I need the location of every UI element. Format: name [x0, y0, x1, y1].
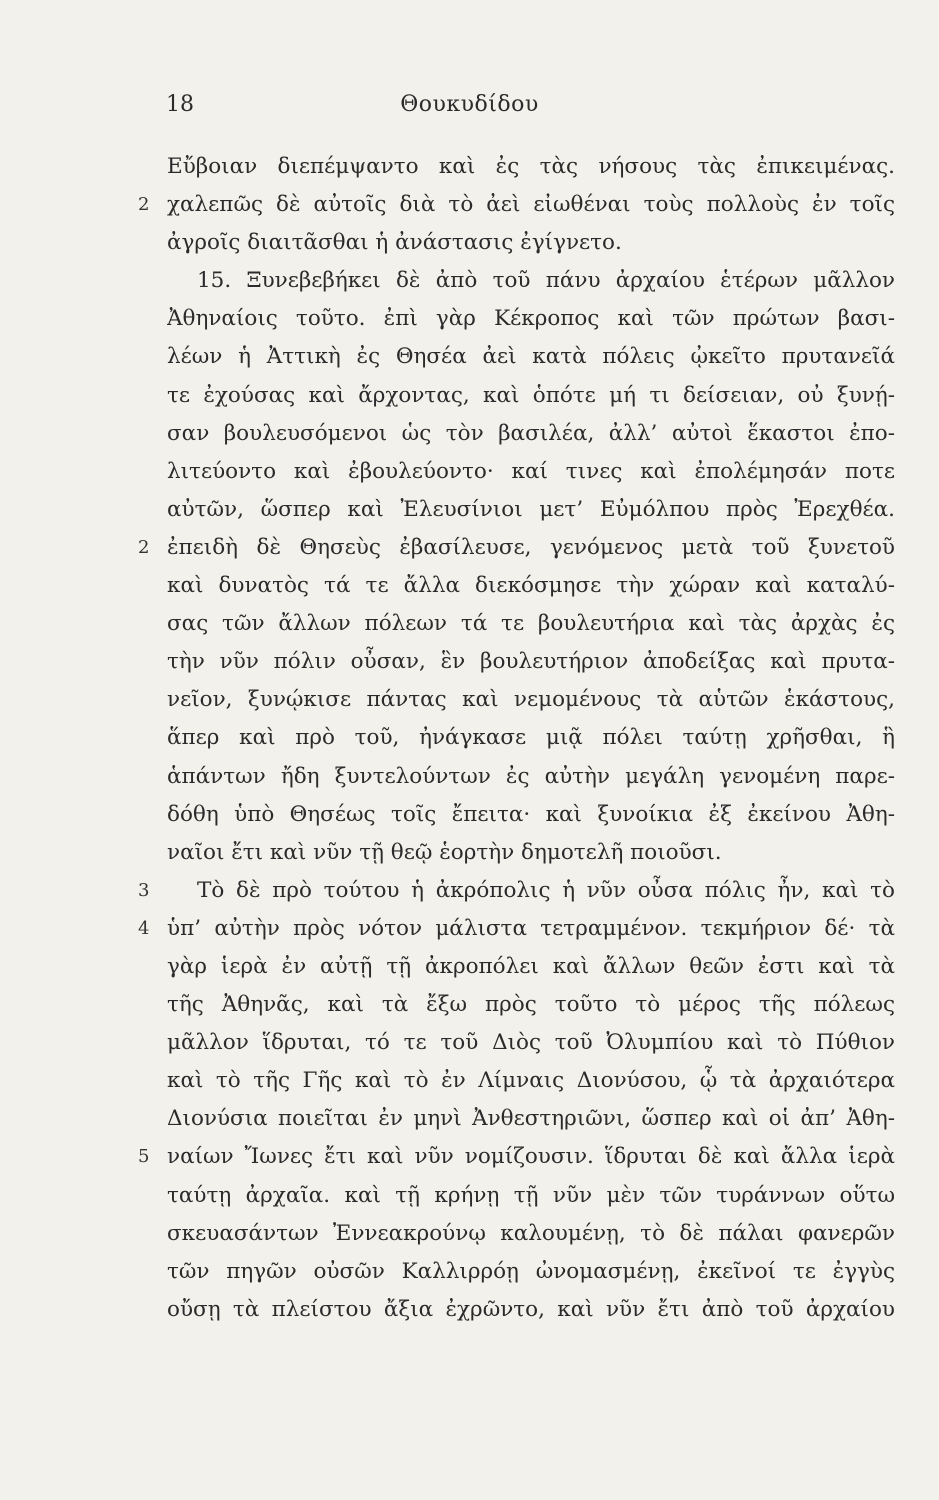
text-line: [0, 300, 939, 338]
section-number: 4: [138, 917, 150, 939]
text-line: [0, 1215, 939, 1253]
section-number: 2: [138, 536, 150, 558]
line-text: σας τῶν ἄλλων πόλεων τά τε βουλευτήρια καὶ τὰς ἀρχὰς ἐς: [167, 611, 895, 637]
line-text: λιτεύοντο καὶ ἐβουλεύοντο· καί τινες καὶ ἐπολέμησάν ποτε: [167, 458, 895, 484]
line-text: τῶν πηγῶν οὐσῶν Καλλιρρόῃ ὠνομασμένῃ, ἐκεῖνοί τε ἐγγὺς: [167, 1258, 895, 1284]
section-number: 2: [138, 194, 150, 216]
line-text: νεῖον, ξυνῴκισε πάντας καὶ νεμομένους τὰ αὑτῶν ἑκάστους,: [167, 687, 895, 713]
text-line: [0, 643, 939, 681]
text-line: [0, 1138, 939, 1176]
text-line: [0, 377, 939, 415]
text-line: [0, 605, 939, 643]
text-line: [0, 758, 939, 796]
line-text: δόθη ὑπὸ Θησέως τοῖς ἔπειτα· καὶ ξυνοίκια ἐξ ἐκείνου Ἀθη-: [167, 801, 895, 827]
line-text: χαλεπῶς δὲ αὐτοῖς διὰ τὸ ἀεὶ εἰωθέναι τοὺς πολλοὺς ἐν τοῖς: [167, 192, 895, 218]
text-line: [0, 415, 939, 453]
line-text: αὐτῶν, ὥσπερ καὶ Ἐλευσίνιοι μετ’ Εὐμόλπου πρὸς Ἐρεχθέα.: [167, 496, 895, 522]
text-line: [0, 872, 939, 910]
line-text: ἀγροῖς διαιτᾶσθαι ἡ ἀνάστασις ἐγίγνετο.: [167, 230, 622, 256]
text-line: [0, 1024, 939, 1062]
line-text: σαν βουλευσόμενοι ὡς τὸν βασιλέα, ἀλλ’ αὐτοὶ ἕκαστοι ἐπο-: [167, 420, 895, 446]
page-header: [0, 92, 939, 128]
line-text: ταύτῃ ἀρχαῖα. καὶ τῇ κρήνῃ τῇ νῦν μὲν τῶν τυράννων οὕτω: [167, 1182, 895, 1208]
line-text: οὔσῃ τὰ πλείστου ἄξια ἐχρῶντο, καὶ νῦν ἔτι ἀπὸ τοῦ ἀρχαίου: [167, 1296, 895, 1322]
line-text: καὶ τὸ τῆς Γῆς καὶ τὸ ἐν Λίμναις Διονύσου, ᾧ τὰ ἀρχαιότερα: [167, 1068, 895, 1094]
section-number: 5: [138, 1146, 150, 1168]
page-number: 18: [166, 92, 194, 117]
text-line: [0, 986, 939, 1024]
line-text: γὰρ ἱερὰ ἐν αὐτῇ τῇ ἀκροπόλει καὶ ἄλλων θεῶν ἐστι καὶ τὰ: [167, 953, 895, 979]
line-text: Διονύσια ποιεῖται ἐν μηνὶ Ἀνθεστηριῶνι, ὥσπερ καὶ οἱ ἀπ’ Ἀθη-: [167, 1106, 895, 1132]
text-line: [0, 1100, 939, 1138]
line-text: ὑπ’ αὐτὴν πρὸς νότον μάλιστα τετραμμένον. τεκμήριον δέ· τὰ: [167, 915, 895, 941]
text-line: [0, 224, 939, 262]
text-line: [0, 719, 939, 757]
line-text: ἐπειδὴ δὲ Θησεὺς ἐβασίλευσε, γενόμενος μετὰ τοῦ ξυνετοῦ: [167, 534, 895, 560]
text-line: [0, 1291, 939, 1329]
text-line: [0, 948, 939, 986]
text-line: [0, 148, 939, 186]
text-line: [0, 1062, 939, 1100]
line-text: Τὸ δὲ πρὸ τούτου ἡ ἀκρόπολις ἡ νῦν οὖσα πόλις ἦν, καὶ τὸ: [197, 877, 895, 903]
text-line: [0, 567, 939, 605]
line-text: τε ἐχούσας καὶ ἄρχοντας, καὶ ὁπότε μή τι δείσειαν, οὐ ξυνῄ-: [167, 382, 895, 408]
text-line: [0, 491, 939, 529]
line-text: σκευασάντων Ἐννεακρούνῳ καλουμένῃ, τὸ δὲ πάλαι φανερῶν: [167, 1220, 895, 1246]
line-text: καὶ δυνατὸς τά τε ἄλλα διεκόσμησε τὴν χώραν καὶ καταλύ-: [167, 573, 895, 599]
line-text: Ἀθηναίοις τοῦτο. ἐπὶ γὰρ Κέκροπος καὶ τῶν πρώτων βασι-: [167, 306, 895, 332]
chapter-start-line: 15. Ξυνεβεβήκει δὲ ἀπὸ τοῦ πάνυ ἀρχαίου ἑτέρων μᾶλλον: [197, 268, 895, 294]
line-text: Εὔβοιαν διεπέμψαντο καὶ ἐς τὰς νήσους τὰς ἐπικειμένας.: [167, 154, 895, 179]
text-line: [0, 262, 939, 300]
text-line: [0, 796, 939, 834]
line-text: ναῖοι ἔτι καὶ νῦν τῇ θεῷ ἑορτὴν δημοτελῆ ποιοῦσι.: [167, 839, 722, 865]
line-text: ἁπάντων ἤδη ξυντελούντων ἐς αὐτὴν μεγάλη γενομένη παρε-: [167, 763, 895, 789]
line-text: τὴν νῦν πόλιν οὖσαν, ἓν βουλευτήριον ἀποδείξας καὶ πρυτα-: [167, 649, 895, 675]
text-line: [0, 910, 939, 948]
line-text: ἅπερ καὶ πρὸ τοῦ, ἠνάγκασε μιᾷ πόλει ταύτῃ χρῆσθαι, ἣ: [167, 725, 895, 751]
text-line: [0, 529, 939, 567]
line-text: λέων ἡ Ἀττικὴ ἐς Θησέα ἀεὶ κατὰ πόλεις ᾠκεῖτο πρυτανεῖά: [167, 344, 895, 370]
text-line: [0, 186, 939, 224]
text-line: [0, 1177, 939, 1215]
running-head: Θουκυδίδου: [400, 92, 539, 117]
text-line: [0, 681, 939, 719]
text-line: [0, 453, 939, 491]
text-line: [0, 338, 939, 376]
text-line: [0, 1253, 939, 1291]
section-number: 3: [138, 879, 150, 901]
text-line: [0, 834, 939, 872]
text-block: [0, 148, 939, 1329]
line-text: τῆς Ἀθηνᾶς, καὶ τὰ ἔξω πρὸς τοῦτο τὸ μέρος τῆς πόλεως: [167, 992, 895, 1018]
line-text: ναίων Ἴωνες ἔτι καὶ νῦν νομίζουσιν. ἵδρυται δὲ καὶ ἄλλα ἱερὰ: [167, 1144, 895, 1170]
line-text: μᾶλλον ἵδρυται, τό τε τοῦ Διὸς τοῦ Ὀλυμπίου καὶ τὸ Πύθιον: [167, 1030, 895, 1056]
